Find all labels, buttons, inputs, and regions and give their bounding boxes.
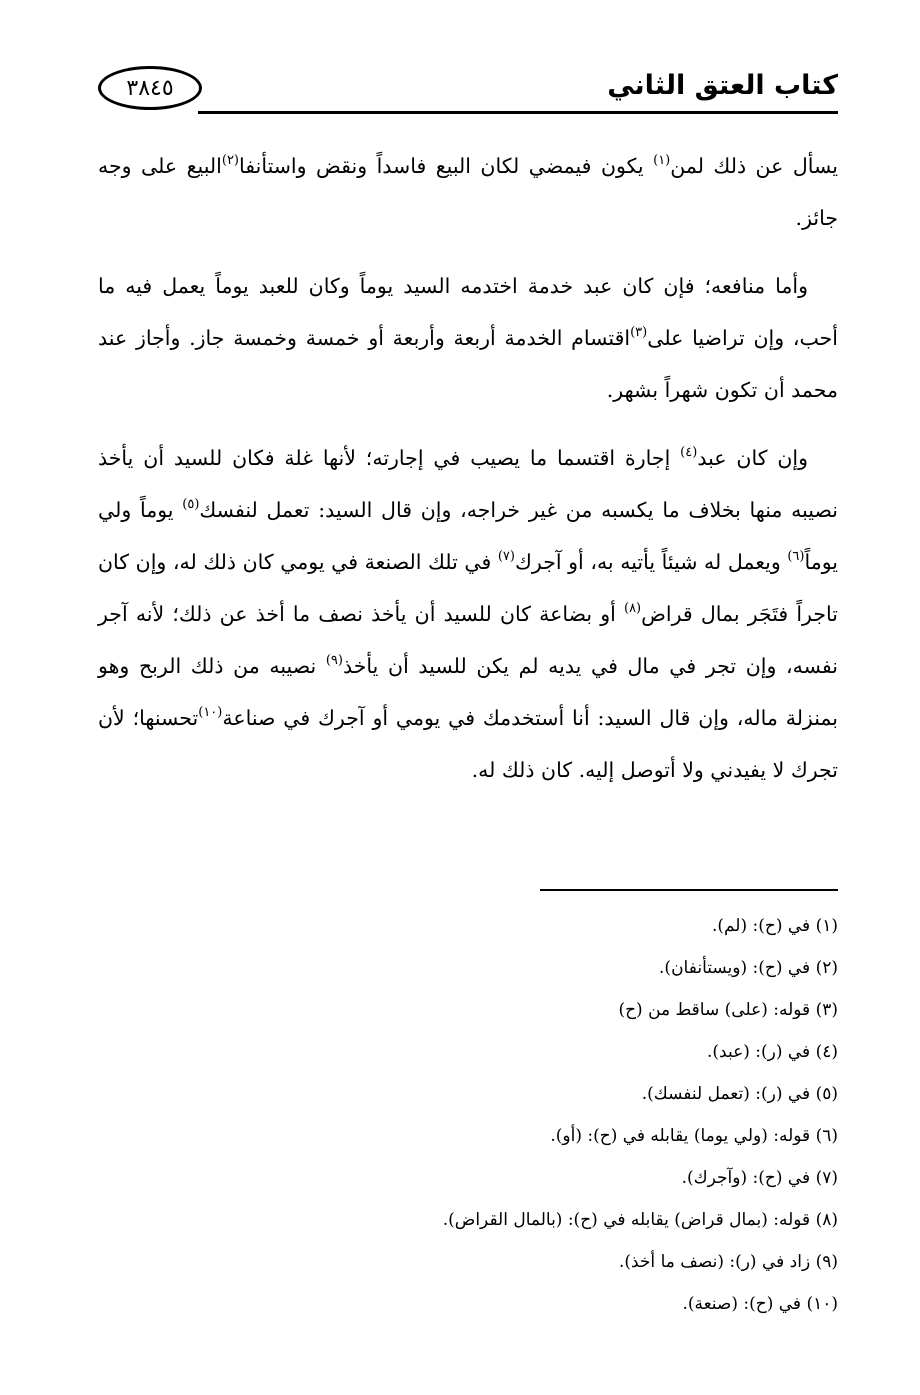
footnote: (٩) زاد في (ر): (نصف ما أخذ). <box>618 1252 838 1272</box>
body-paragraph <box>98 432 838 796</box>
footnote-marker: (٤) <box>680 445 698 460</box>
paragraph-text: ويعمل له شيئاً يأتيه به، أو آجرك <box>514 550 788 574</box>
paragraph-text: أو بضاعة كان للسيد أن يأخذ نصف ما أخذ عن ذلك؛ لأنه آجر نفسه، وإن تجر في مال في يديه لم يكن للسيد أن يأخذ <box>98 602 838 678</box>
paragraph-text: تحسنها؛ لأن تجرك لا يفيدني ولا أتوصل إليه. كان ذلك له. <box>98 706 838 782</box>
footnote-marker: (٨) <box>623 601 642 616</box>
footnote-marker: (١) <box>653 153 671 168</box>
body-paragraph <box>98 260 838 416</box>
footnote-marker: (٥) <box>182 497 200 512</box>
footnote-marker: (٧) <box>497 549 515 564</box>
page-number-badge <box>98 66 202 110</box>
footnote: (١٠) في (ح): (صنعة). <box>682 1294 838 1314</box>
body-paragraph <box>98 140 838 244</box>
paragraph-text: يوماً ولي يوماً <box>98 498 838 574</box>
paragraph-text: إجارة اقتسما ما يصيب في إجارته؛ لأنها غلة فكان للسيد أن يأخذ نصيبه منها بخلاف ما يكسبه من غير خراجه، وإن قال السيد: تعمل لنفسك <box>98 446 838 522</box>
footnote-marker: (٢) <box>221 153 239 168</box>
footnote: (٨) قوله: (بمال قراض) يقابله في (ح): (بالمال القراض). <box>442 1210 838 1230</box>
paragraph-text: نصيبه من ذلك الربح وهو بمنزلة ماله، وإن قال السيد: أنا أستخدمك في يومي أو آجرك في صناعة <box>98 654 838 730</box>
paragraph-text: يسأل عن ذلك لمن <box>670 154 839 178</box>
footnote: (٥) في (ر): (تعمل لنفسك). <box>641 1084 838 1104</box>
page-number: ٣٨٤٥ <box>126 75 174 101</box>
paragraph-text: البيع على وجه جائز. <box>98 154 838 230</box>
footnote-marker: (٩) <box>325 653 343 668</box>
body-text <box>98 140 838 812</box>
footnote: (١) في (ح): (لم). <box>711 916 838 936</box>
footnote-marker: (٣) <box>630 325 648 340</box>
page-header <box>98 62 838 118</box>
paragraph-text: وإن كان عبد <box>697 446 808 470</box>
footnote: (٦) قوله: (ولي يوما) يقابله في (ح): (أو). <box>550 1126 838 1146</box>
footnote: (٣) قوله: (على) ساقط من (ح) <box>618 1000 838 1020</box>
footnote-marker: (٦) <box>787 549 805 564</box>
footnote-marker: (١٠) <box>198 705 223 720</box>
footnote: (٧) في (ح): (وآجرك). <box>681 1168 838 1188</box>
header-rule <box>198 111 838 114</box>
paragraph-text: اقتسام الخدمة أربعة وأربعة أو خمسة وخمسة جاز. وأجاز عند محمد أن تكون شهراً بشهر. <box>98 326 838 402</box>
footnotes <box>98 905 838 1325</box>
footnote-separator <box>540 889 838 891</box>
book-title: كتاب العتق الثاني <box>607 70 838 101</box>
paragraph-text: يكون فيمضي لكان البيع فاسداً ونقض واستأنفا <box>239 154 654 178</box>
paragraph-text: وأما منافعه؛ فإن كان عبد خدمة اختدمه السيد يوماً وكان للعبد يوماً يعمل فيه ما أحب، وإن تراضيا على <box>98 274 838 350</box>
footnote: (٤) في (ر): (عبد). <box>707 1042 838 1062</box>
paragraph-text: في تلك الصنعة في يومي كان ذلك له، وإن كان تاجراً فتَجَر بمال قراض <box>98 550 838 626</box>
footnote: (٢) في (ح): (ويستأنفان). <box>659 958 838 978</box>
